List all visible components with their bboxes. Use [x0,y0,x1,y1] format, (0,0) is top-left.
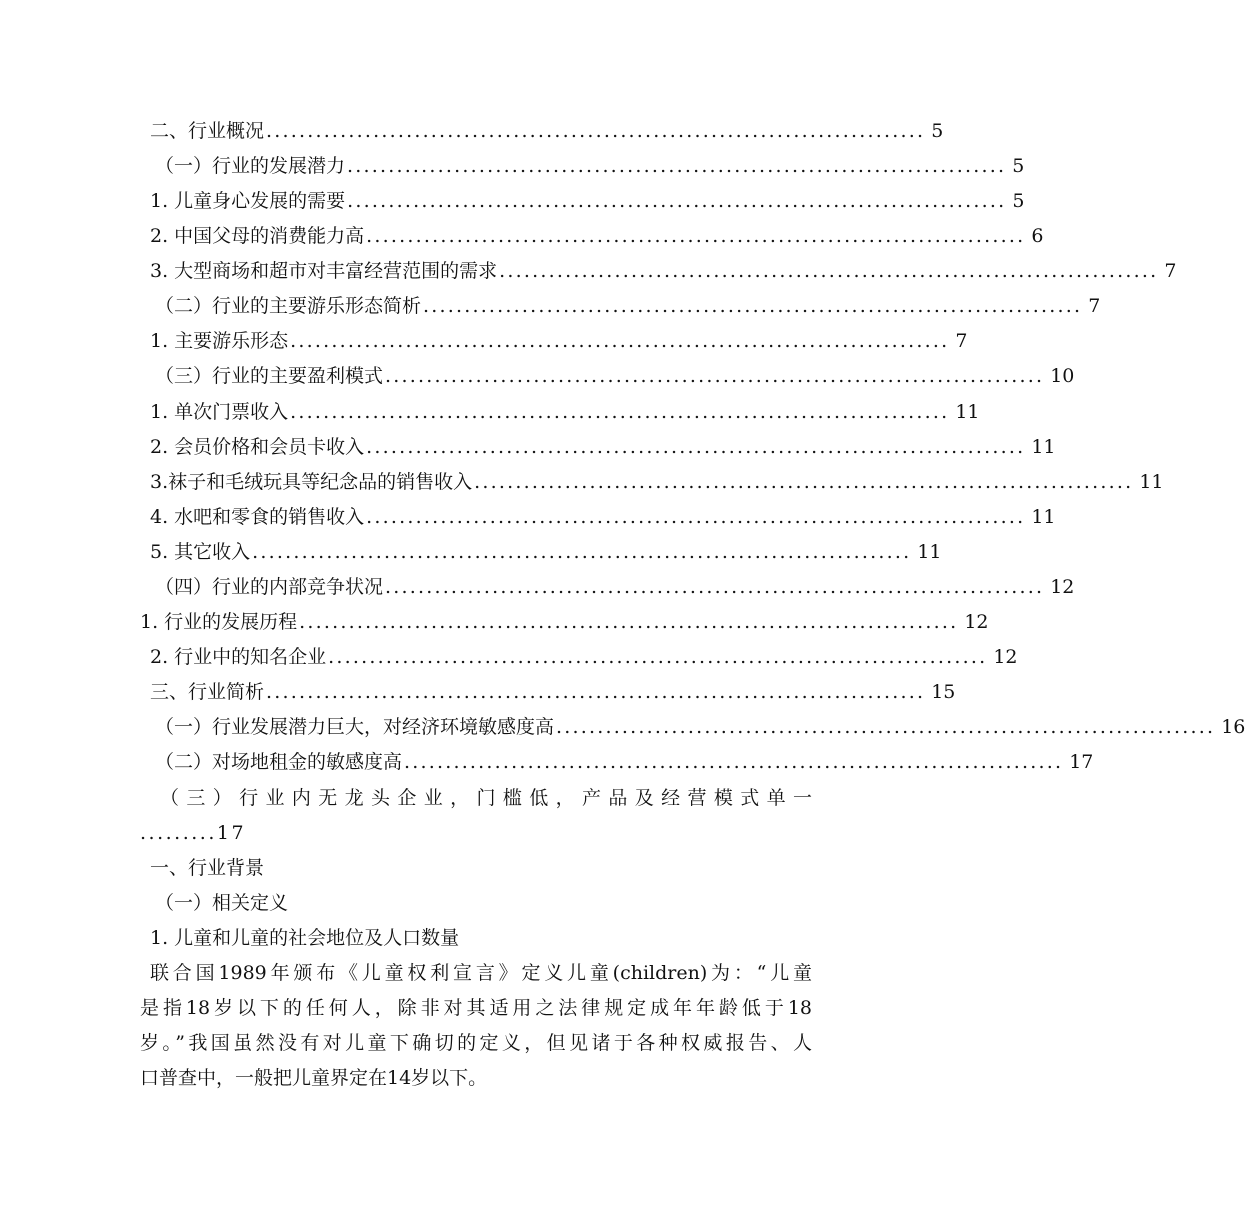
toc-leader-dots: ................................................................................ [366,506,1026,528]
toc-entry[interactable] [155,154,1025,178]
toc-entry-label: 1. 主要游乐形态 [150,330,289,352]
toc-page-number: 5 [1012,155,1025,177]
toc-leader-dots: ................................................................................ [347,155,1007,177]
toc-entry[interactable] [150,189,1025,213]
toc-entry-label: 二、行业概况 [150,120,265,142]
toc-page-number: 10 [1050,365,1075,387]
sub-subsection-heading: 1. 儿童和儿童的社会地位及人口数量 [150,927,460,949]
toc-entry[interactable] [150,224,1044,248]
body-paragraph-line: 岁。”我国虽然没有对儿童下确切的定义，但见诸于各种权威报告、人 [140,1032,812,1054]
toc-entry-label: （二）对场地租金的敏感度高 [155,751,403,773]
toc-leader-dots: ................................................................................ [474,471,1134,493]
toc-entry[interactable] [150,645,1018,669]
toc-leader-dots: ................................................................................ [347,190,1007,212]
body-paragraph-line: 联合国1989年颁布《儿童权利宣言》定义儿童(children)为：“儿童 [150,962,812,984]
toc-page-number: 5 [1012,190,1025,212]
toc-leader-dots: ................................................................................ [404,751,1064,773]
toc-entry-label: （一）行业的发展潜力 [155,155,346,177]
toc-page-number: 12 [964,611,989,633]
toc-entry[interactable] [150,470,1164,494]
body-paragraph-line: 口普查中，一般把儿童界定在14岁以下。 [140,1067,488,1089]
toc-page-number: 11 [1031,436,1056,458]
toc-page-number: 17 [1069,751,1094,773]
toc-entry-label: （一）行业发展潜力巨大，对经济环境敏感度高 [155,716,555,738]
toc-leader-dots: ................................................................................ [385,365,1045,387]
toc-entry-wrapped[interactable]: （三）行业内无龙头企业，门槛低，产品及经营模式单一 [160,787,812,809]
toc-leader-dots: ................................................................................ [252,541,912,563]
toc-leader-dots: ................................................................................ [266,120,926,142]
toc-entry[interactable] [155,575,1075,599]
body-paragraph-line: 是指18岁以下的任何人，除非对其适用之法律规定成年年龄低于18 [140,997,812,1019]
toc-entry-label: 3.袜子和毛绒玩具等纪念品的销售收入 [150,471,473,493]
toc-entry[interactable] [155,364,1075,388]
toc-leader-dots: ................................................................................ [290,330,950,352]
toc-page-number: 7 [1164,260,1177,282]
toc-entry[interactable] [150,680,956,704]
toc-page-number: 16 [1221,716,1245,738]
toc-entry-label: 2. 中国父母的消费能力高 [150,225,365,247]
toc-entry-label: 2. 会员价格和会员卡收入 [150,436,365,458]
section-heading: 一、行业背景 [150,857,265,879]
toc-leader-dots: ................................................................................ [556,716,1216,738]
toc-page-number: 11 [955,401,980,423]
toc-entry[interactable] [155,715,1245,739]
toc-leader-dots: ................................................................................ [328,646,988,668]
toc-page-number: 7 [955,330,968,352]
toc-page-number: 12 [993,646,1018,668]
toc-page-number: 11 [917,541,942,563]
toc-entry[interactable] [155,750,1094,774]
toc-entry-label: （二）行业的主要游乐形态简析 [155,295,422,317]
toc-entry[interactable] [150,400,980,424]
toc-entry-label: （四）行业的内部竞争状况 [155,576,384,598]
toc-page-number: 6 [1031,225,1044,247]
toc-entry[interactable] [150,540,942,564]
toc-entry[interactable] [150,259,1177,283]
toc-entry-label: 1. 儿童身心发展的需要 [150,190,346,212]
toc-leader-dots: ................................................................................ [423,295,1083,317]
toc-leader-dots: ................................................................................ [385,576,1045,598]
toc-leader-dots: ................................................................................ [266,681,926,703]
toc-entry-wrapped-continuation[interactable]: .........17 [140,822,247,844]
toc-entry[interactable] [150,119,944,143]
toc-leader-dots: ................................................................................ [290,401,950,423]
toc-entry-label: 4. 水吧和零食的销售收入 [150,506,365,528]
toc-leader-dots: ................................................................................ [366,436,1026,458]
toc-entry[interactable] [150,435,1056,459]
toc-entry-label: 5. 其它收入 [150,541,251,563]
toc-page-number: 5 [931,120,944,142]
toc-page-number: 11 [1031,506,1056,528]
toc-entry[interactable] [150,329,968,353]
toc-page-number: 7 [1088,295,1101,317]
toc-page-number: 12 [1050,576,1075,598]
toc-entry[interactable] [150,505,1056,529]
toc-leader-dots: ................................................................................ [366,225,1026,247]
toc-leader-dots: ................................................................................ [499,260,1159,282]
toc-page-number: 11 [1139,471,1164,493]
toc-page-number: 15 [931,681,956,703]
subsection-heading: （一）相关定义 [155,892,289,914]
toc-entry-label: 1. 行业的发展历程 [140,611,298,633]
toc-leader-dots: ................................................................................ [299,611,959,633]
toc-entry[interactable] [140,610,989,634]
toc-entry-label: 三、行业简析 [150,681,265,703]
toc-entry-label: 1. 单次门票收入 [150,401,289,423]
toc-entry[interactable] [155,294,1101,318]
toc-entry-label: （三）行业的主要盈利模式 [155,365,384,387]
toc-entry-label: 3. 大型商场和超市对丰富经营范围的需求 [150,260,498,282]
toc-entry-label: 2. 行业中的知名企业 [150,646,327,668]
